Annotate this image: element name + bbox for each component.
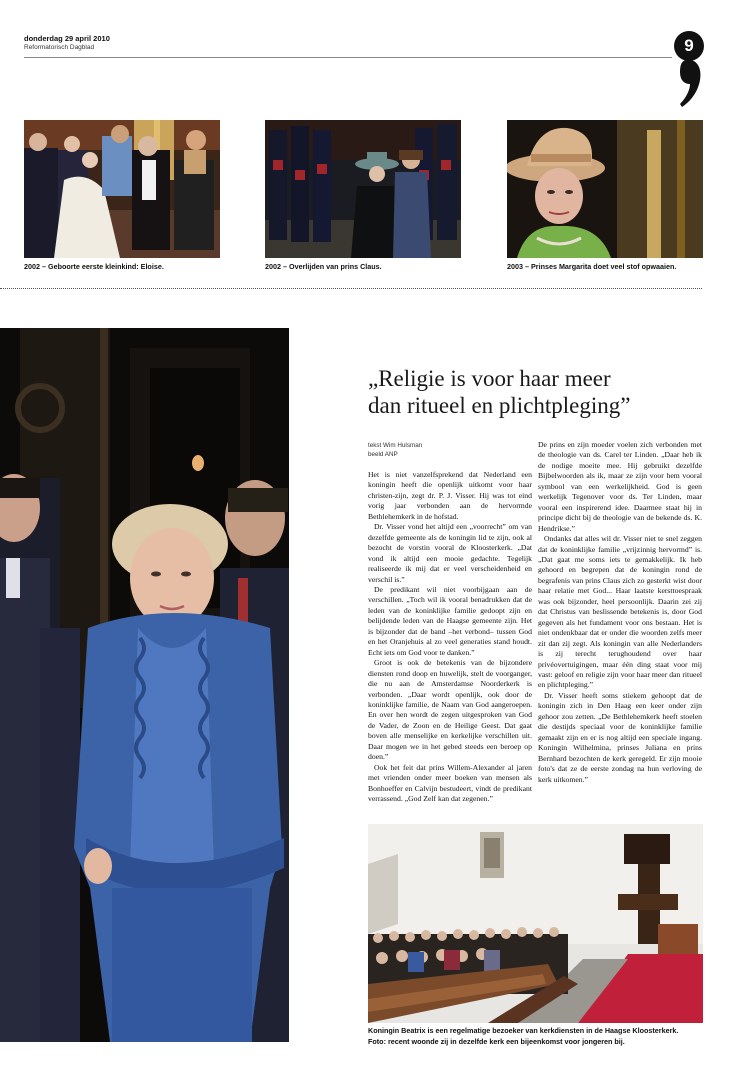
caption-christening: 2002 – Geboorte eerste kleinkind: Eloise. <box>24 262 164 271</box>
section-divider <box>0 288 702 289</box>
comma-logo-icon <box>680 56 702 108</box>
page-number-badge: 9 <box>674 31 704 61</box>
photo-christening <box>24 120 220 258</box>
headline-line-2: dan ritueel en plichtpleging” <box>368 393 631 418</box>
paragraph: De predikant wil niet voorbijgaan aan de verschillen. „Toch wil ik vooral benadrukken dat de leden van de koninklijke familie gedoopt zijn en belijdende leden van de Haagse gemeente zijn. Het is bijzonder dat de band –het verbond– tussen God en het Oranjehuis al zo veel generaties stand houdt. Echt iets om God voor te danken.” <box>368 584 532 657</box>
photo-queen-portrait <box>0 328 289 1042</box>
paragraph: Ondanks dat alles wil dr. Visser niet te snel zeggen dat de koninklijke familie „vrijzinnig hervormd” is. „Dat gaat me soms iets te gemakkelijk. Ik heb gehoord en begrepen dat de koningin rond de begrafenis van prins Claus zich zo gesterkt wist door haar relatie met God... Haar laatste kersttoespraak was ook bijzonder, heel persoonlijk. Daarin zei zij dat Christus van beslissende betekenis is, door God gegeven als het fundament voor ons bestaan. Het is niet ondenkbaar dat er onder die woorden zelfs meer zit dan zij zegt. Als koningin van alle Nederlanders is zij terecht terughoudend over haar privéovertuigingen, maar één ding staat voor mij vast: geloof en religie zijn voor haar meer dan ritueel en plichtpleging.” <box>538 534 702 690</box>
photo-church-interior <box>368 824 703 1023</box>
photo-hat <box>507 120 703 258</box>
paragraph: Ook het feit dat prins Willem-Alexander al jaren met vrienden onder meer boeken van mensen als Bonhoeffer en Calvijn bestudeert, vindt de predikant verrassend. „God Zelf kan dat zegenen.” <box>368 762 532 804</box>
photo-funeral <box>265 120 461 258</box>
paragraph: Dr. Visser vond het altijd een „voorrecht” om van dezelfde gemeente als de koningin lid te zijn, ook al bezocht de vorstin vooral de Kloosterkerk. „Dat vond ik altijd een mooie gedachte. Tegelijk realiseerde ik mij dat er veel verscheidenheid en verschil is.” <box>368 522 532 584</box>
caption-funeral: 2002 – Overlijden van prins Claus. <box>265 262 382 271</box>
credit-photo: beeld ANP <box>368 451 398 458</box>
article-column-2 <box>538 440 702 785</box>
paragraph: Groot is ook de betekenis van de bijzondere diensten rond doop en huwelijk, stelt de voorganger, die nu aan de Amsterdamse Noorderkerk is verbonden. „Daar wordt openlijk, ook door de koninklijke familie, de Naam van God aangeroepen. En over hen wordt de zegen uitgesproken van God de Vader, de Zoon en de Heilige Geest. Dat gaat boven alle menselijke en kerkelijke verschillen uit. Daar mogen we in het gebed steeds een beroep op doen.” <box>368 658 532 762</box>
headline-line-1: „Religie is voor haar meer <box>368 366 611 391</box>
issue-date: donderdag 29 april 2010 <box>24 34 110 43</box>
paragraph: Dr. Visser heeft soms stiekem gehoopt dat de koningin zich in Den Haag een keer onder zijn gehoor zou zetten. „De Bethlehemkerk heeft stoelen die destijds speciaal voor de koninklijke familie gemaakt zijn en er is nog altijd een speciale ingang. Koningin Wilhelmina, prinses Juliana en prins Bernhard bezochten de kerk geregeld. Er zijn mooie foto's dat ze de eerste zondag na hun verloving de kerk uitkomen.” <box>538 690 702 784</box>
caption-church-line-1: Koningin Beatrix is een regelmatige bezoeker van kerkdiensten in de Haagse Kloosterkerk. <box>368 1026 679 1035</box>
caption-hat: 2003 – Prinses Margarita doet veel stof opwaaien. <box>507 262 677 271</box>
caption-church-line-2: Foto: recent woonde zij in dezelfde kerk een bijeenkomst voor jongeren bij. <box>368 1037 625 1046</box>
credit-text: tekst Wim Hulsman <box>368 442 423 449</box>
paragraph: De prins en zijn moeder voelen zich verbonden met de theologie van ds. Carel ter Linden. „Daar heb ik de nodige moeite mee. Hij gebruikt dezelfde Bijbelwoorden als ik, maar ze zijn voor hem vooral symbool van een werkelijkheid. God is geen werkelijk Tegenover voor ds. Ter Linden, maar vooral een inspirerend idee. Daarmee staat hij in principe dicht bij de theologie van de bekende ds. K. Hendrikse.” <box>538 440 702 533</box>
paragraph: Het is niet vanzelfsprekend dat Nederland een koningin heeft die openlijk uitkomt voor haar christen-zijn, zegt dr. P. J. Visser. Hij was tot eind vorig jaar verbonden aan de hervormde Bethlehemkerk in de hofstad. <box>368 470 532 521</box>
header-divider <box>24 57 672 58</box>
article-headline <box>368 365 708 419</box>
newspaper-name: Reformatorisch Dagblad <box>24 44 95 51</box>
article-column-1 <box>368 470 532 805</box>
